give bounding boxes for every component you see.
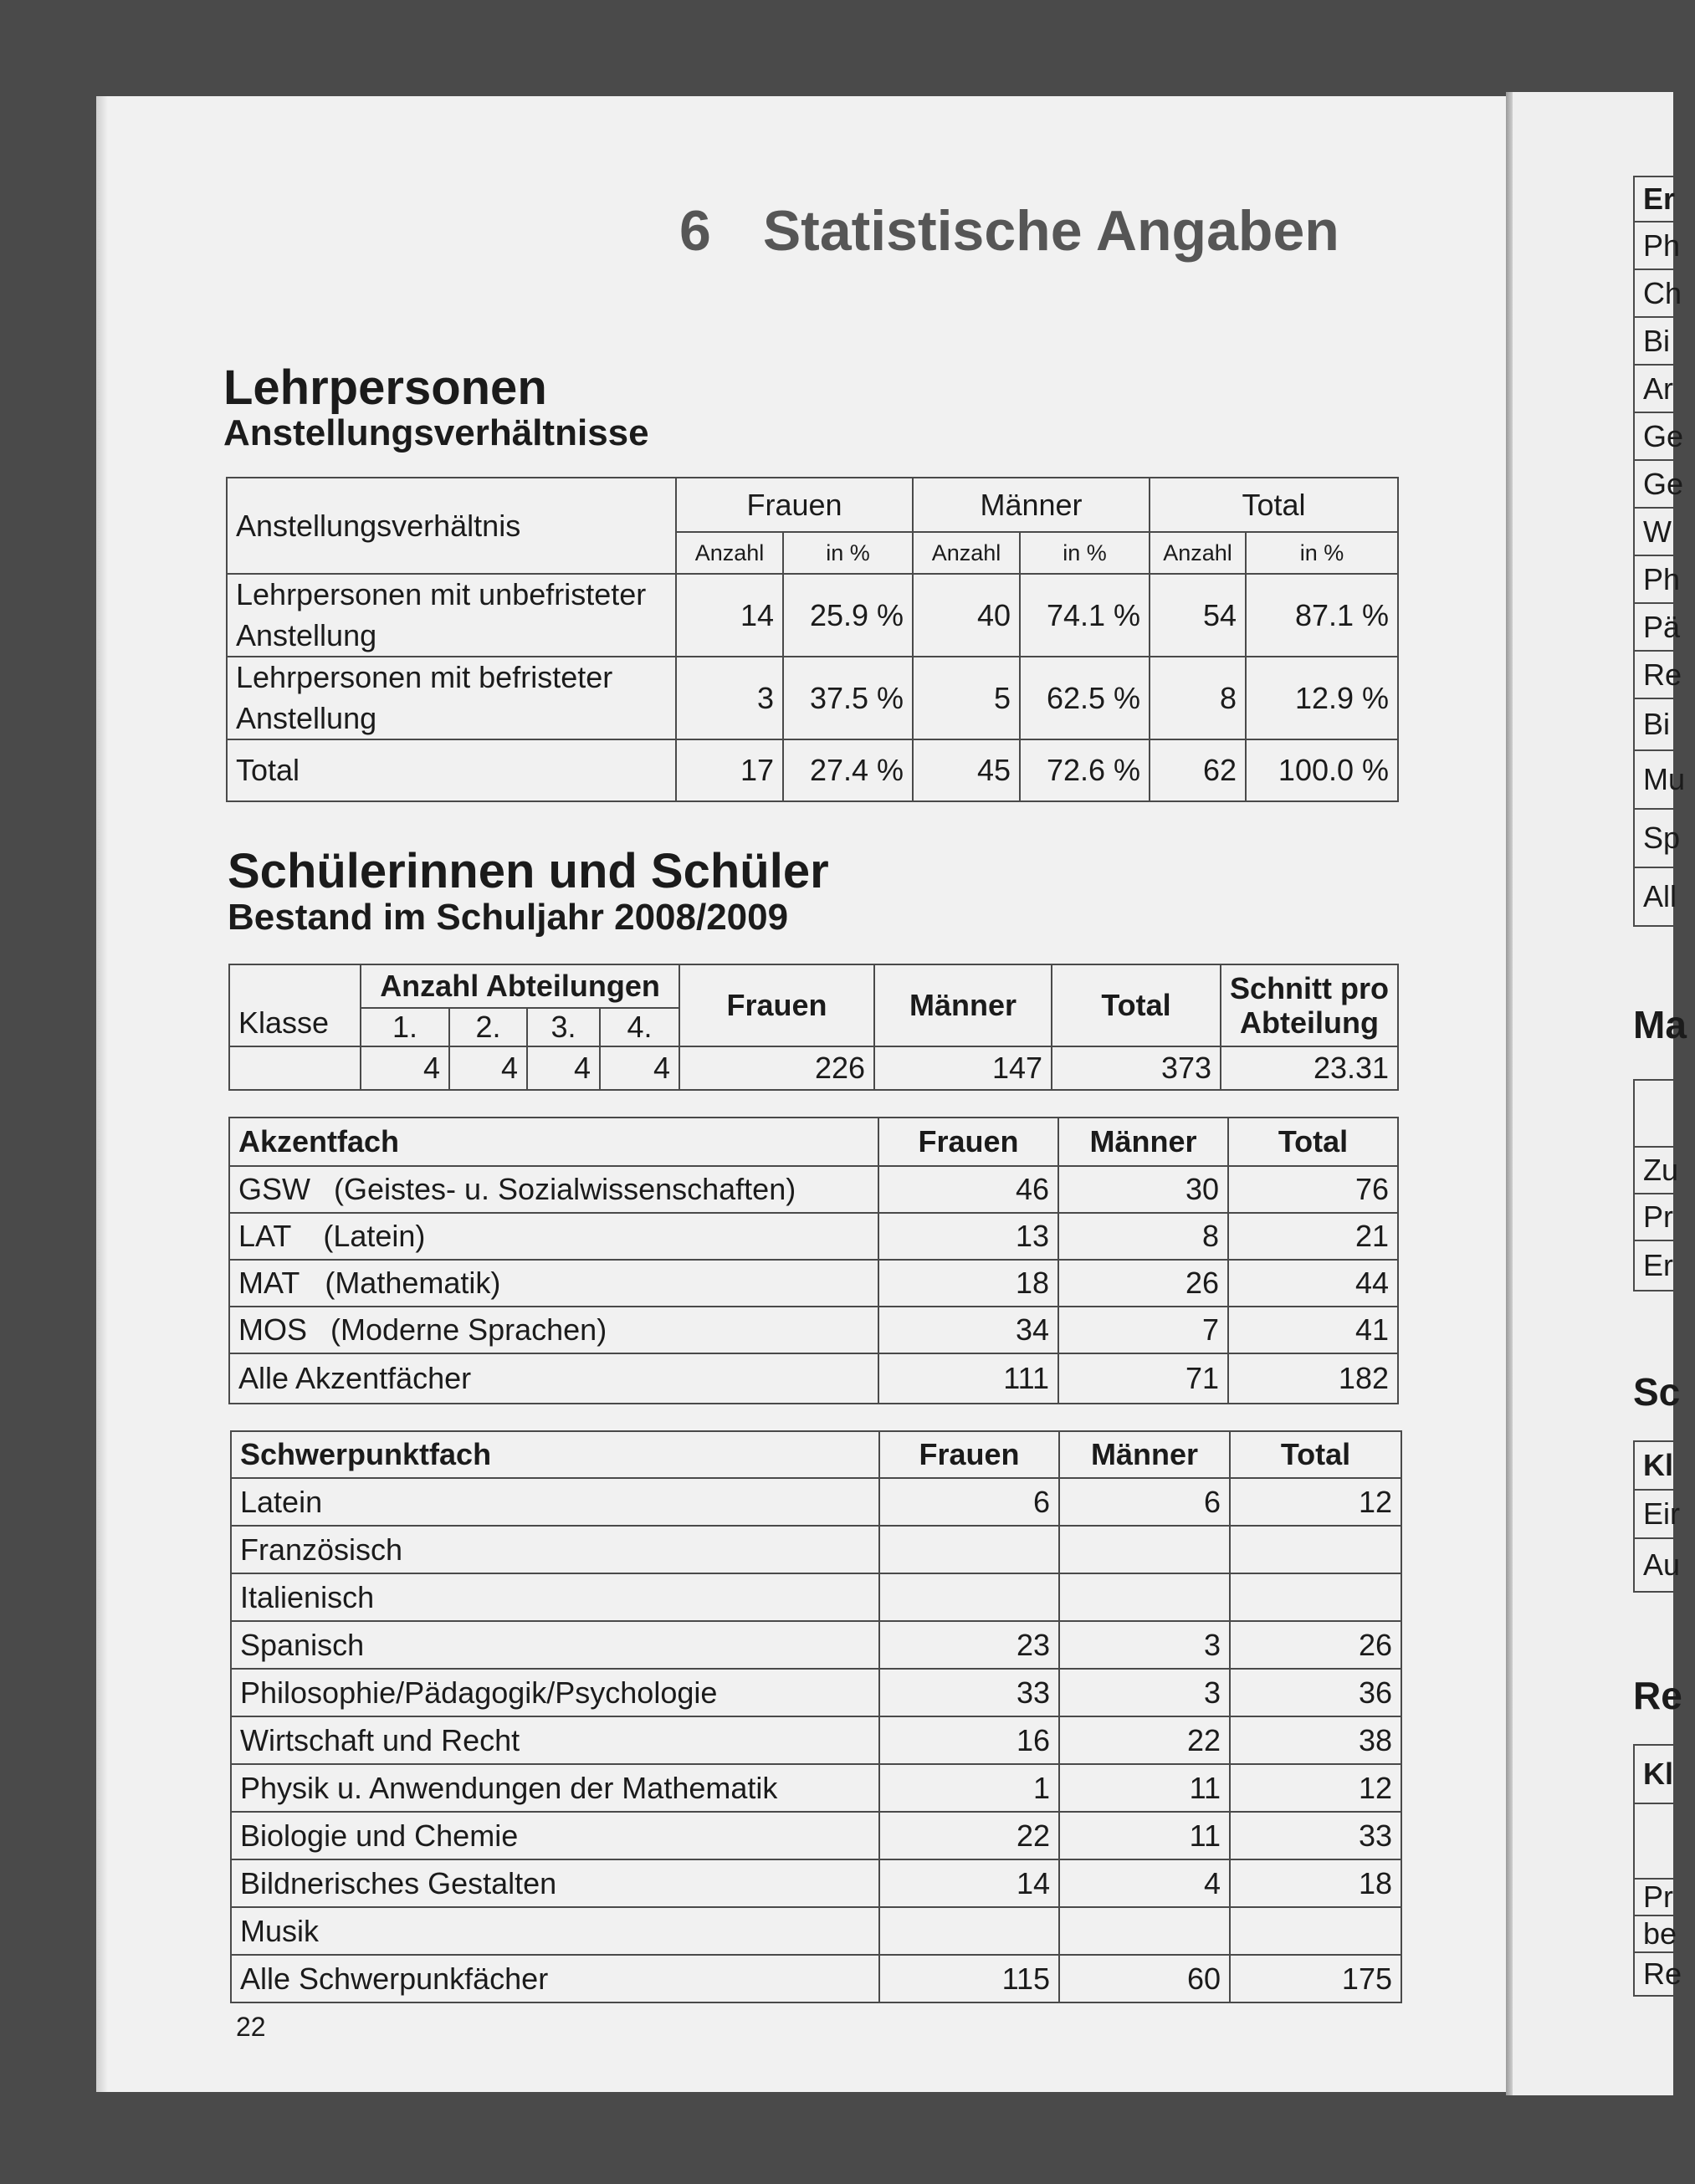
table-row [227,574,1398,657]
table-row [231,1764,1401,1812]
page-number: 22 [236,2012,266,2042]
cell: 72.6 % [1020,739,1150,801]
table-row [229,1046,1398,1090]
cell: 44 [1228,1260,1398,1307]
table-row [231,1716,1401,1764]
row-label: Alle Akzentfächer [229,1353,878,1404]
cell [1230,1526,1401,1573]
table-row [231,1478,1401,1526]
row-label: Lehrpersonen mit unbefristeter Anstellung [227,574,676,657]
column-header: Frauen [679,964,874,1046]
row-label [229,1213,878,1260]
cell: 18 [1230,1859,1401,1907]
cell: 22 [1059,1716,1230,1764]
table-row [231,1526,1401,1573]
lehrpersonen-heading: Lehrpersonen [223,361,547,415]
row-label: Philosophie/Pädagogik/Psychologie [231,1669,879,1716]
cell: 34 [878,1307,1058,1353]
cell: 5 [913,657,1020,739]
cell: 8 [1150,657,1246,739]
cell: Zu [1634,1147,1687,1194]
cell: 18 [878,1260,1058,1307]
row-label [229,1260,878,1307]
cell [879,1526,1059,1573]
table-row [227,657,1398,739]
fach-name: (Mathematik) [325,1266,501,1300]
table-total-row [231,1955,1401,2002]
cell: Mu [1634,750,1694,809]
fach-code: MAT [238,1266,300,1300]
cell: 74.1 % [1020,574,1150,657]
row-label: Total [227,739,676,801]
right-page-heading: Re [1633,1674,1682,1717]
cell: 45 [913,739,1020,801]
column-header: Männer [1059,1431,1230,1478]
column-header: Anstellungsverhältnis [227,478,676,574]
table-row [231,1812,1401,1859]
cell: be [1634,1915,1691,1952]
table-row [231,1573,1401,1621]
table-row [229,1166,1398,1213]
table-header-row [227,478,1398,532]
schueler-heading: Schülerinnen und Schüler [228,844,829,898]
table-header-row [229,1118,1398,1166]
klasse-label: 1. [361,1008,449,1046]
cell: 12 [1230,1764,1401,1812]
cell: 111 [878,1353,1058,1404]
cell [879,1573,1059,1621]
cell: Re [1634,1952,1691,1996]
fach-code: GSW [238,1172,310,1206]
cell: 38 [1230,1716,1401,1764]
cell: 60 [1059,1955,1230,2002]
cell: 41 [1228,1307,1398,1353]
column-group-header: Total [1150,478,1398,532]
right-page-table-3 [1633,1440,1690,1593]
cell: 115 [879,1955,1059,2002]
cell: Bi [1634,317,1694,365]
fach-name: (Latein) [323,1219,426,1253]
chapter-number: 6 [679,199,711,263]
page-edge-shadow [96,96,108,2092]
cell: W [1634,508,1694,555]
column-subheader: Anzahl [1150,532,1246,574]
column-header: Total [1230,1431,1401,1478]
chapter-title-text: Statistische Angaben [762,199,1339,263]
table-header-row [229,964,1398,1008]
row-label [229,1307,878,1353]
cell: 22 [879,1812,1059,1859]
cell: 21 [1228,1213,1398,1260]
cell [1059,1907,1230,1955]
cell: Ch [1634,269,1694,317]
right-page-heading: Sc [1633,1370,1681,1414]
cell: 37.5 % [783,657,913,739]
right-page-table-4 [1633,1744,1692,1997]
klasse-label: 4. [600,1008,679,1046]
cell: 11 [1059,1764,1230,1812]
schwerpunktfach-table [230,1430,1402,2003]
cell: 1 [879,1764,1059,1812]
column-subheader: Anzahl [676,532,783,574]
cell [879,1907,1059,1955]
klasse-header: Klasse [229,964,361,1046]
right-page-table-1 [1633,176,1695,927]
cell [1059,1526,1230,1573]
column-header: Männer [874,964,1052,1046]
cell: 14 [879,1859,1059,1907]
column-header: Total [1052,964,1221,1046]
cell [1059,1573,1230,1621]
column-header: Frauen [878,1118,1058,1166]
column-header: Schnitt pro Abteilung [1221,964,1398,1046]
cell: 27.4 % [783,739,913,801]
column-header: Total [1228,1118,1398,1166]
column-header: Frauen [879,1431,1059,1478]
cell: 4 [600,1046,679,1090]
cell: 33 [1230,1812,1401,1859]
klassen-summary-table [228,964,1399,1091]
abteilungen-header: Anzahl Abteilungen [361,964,679,1008]
cell: 12 [1230,1478,1401,1526]
row-label: Französisch [231,1526,879,1573]
row-label: Musik [231,1907,879,1955]
fach-name: (Moderne Sprachen) [330,1312,607,1347]
cell: 76 [1228,1166,1398,1213]
row-label: Italienisch [231,1573,879,1621]
cell: 8 [1058,1213,1228,1260]
cell: 7 [1058,1307,1228,1353]
cell: 25.9 % [783,574,913,657]
cell [1634,1080,1687,1147]
table-total-row [229,1353,1398,1404]
akzentfach-table [228,1117,1399,1404]
cell: Pä [1634,603,1694,651]
cell: 6 [1059,1478,1230,1526]
cell: Ge [1634,412,1694,460]
cell [1230,1573,1401,1621]
cell: 23.31 [1221,1046,1398,1090]
cell: 4 [1059,1859,1230,1907]
cell: 14 [676,574,783,657]
cell: Re [1634,651,1694,698]
cell: 4 [527,1046,600,1090]
table-row [229,1260,1398,1307]
cell: 147 [874,1046,1052,1090]
table-row [231,1621,1401,1669]
row-label: Physik u. Anwendungen der Mathematik [231,1764,879,1812]
table-total-row [227,739,1398,801]
cell: 13 [878,1213,1058,1260]
cell [1230,1907,1401,1955]
table-row [229,1213,1398,1260]
row-label: Lehrpersonen mit befristeter Anstellung [227,657,676,739]
table-row [231,1669,1401,1716]
cell: 12.9 % [1246,657,1398,739]
row-label: Bildnerisches Gestalten [231,1859,879,1907]
cell: 36 [1230,1669,1401,1716]
column-group-header: Frauen [676,478,913,532]
fach-code: MOS [238,1312,308,1347]
cell: Er [1634,1240,1687,1291]
cell: 11 [1059,1812,1230,1859]
row-label: Spanisch [231,1621,879,1669]
cell: 226 [679,1046,874,1090]
cell: Ge [1634,460,1694,508]
cell: 54 [1150,574,1246,657]
cell: 26 [1230,1621,1401,1669]
fach-code: LAT [238,1219,292,1253]
schueler-subheading: Bestand im Schuljahr 2008/2009 [228,897,789,938]
row-label: Wirtschaft und Recht [231,1716,879,1764]
cell: 4 [361,1046,449,1090]
cell: 4 [449,1046,527,1090]
column-header: Schwerpunktfach [231,1431,879,1478]
cell: 62 [1150,739,1246,801]
row-label: Alle Schwerpunkfächer [231,1955,879,2002]
cell: 3 [676,657,783,739]
column-header: Männer [1058,1118,1228,1166]
column-subheader: in % [1246,532,1398,574]
column-group-header: Männer [913,478,1150,532]
cell: Ph [1634,222,1694,269]
column-subheader: Anzahl [913,532,1020,574]
cell: 175 [1230,1955,1401,2002]
cell: Pr [1634,1879,1691,1915]
cell: Kl [1634,1441,1689,1490]
table-header-row [231,1431,1401,1478]
cell: Er [1634,176,1694,222]
lehrpersonen-subheading: Anstellungsverhältnisse [223,412,649,453]
klasse-label: 3. [527,1008,600,1046]
cell [1634,1803,1691,1879]
cell: Sp [1634,809,1694,867]
column-header: Akzentfach [229,1118,878,1166]
cell: 23 [879,1621,1059,1669]
cell: 373 [1052,1046,1221,1090]
cell: 3 [1059,1621,1230,1669]
cell: 17 [676,739,783,801]
cell: Pr [1634,1194,1687,1240]
cell: 16 [879,1716,1059,1764]
klasse-label: 2. [449,1008,527,1046]
cell: 182 [1228,1353,1398,1404]
right-page-heading: Ma [1633,1003,1687,1046]
cell: 40 [913,574,1020,657]
table-row [231,1907,1401,1955]
cell: Bi [1634,698,1694,750]
cell: Eir [1634,1490,1689,1538]
column-subheader: in % [1020,532,1150,574]
row-label: Latein [231,1478,879,1526]
cell: 30 [1058,1166,1228,1213]
cell: All [1634,867,1694,926]
cell: Ar [1634,365,1694,412]
cell: Ph [1634,555,1694,603]
table-row [229,1307,1398,1353]
cell: 62.5 % [1020,657,1150,739]
cell: 26 [1058,1260,1228,1307]
column-subheader: in % [783,532,913,574]
cell: 6 [879,1478,1059,1526]
empty-cell [229,1046,361,1090]
cell: 100.0 % [1246,739,1398,801]
cell: Kl [1634,1745,1691,1803]
row-label: Biologie und Chemie [231,1812,879,1859]
cell: 33 [879,1669,1059,1716]
cell: 71 [1058,1353,1228,1404]
table-row [231,1859,1401,1907]
chapter-title [679,198,1339,263]
cell: Au [1634,1538,1689,1592]
row-label [229,1166,878,1213]
cell: 87.1 % [1246,574,1398,657]
cell: 3 [1059,1669,1230,1716]
lehrpersonen-table [226,477,1399,802]
cell: 46 [878,1166,1058,1213]
right-page-table-2 [1633,1079,1688,1291]
fach-name: (Geistes- u. Sozialwissenschaften) [334,1172,796,1206]
